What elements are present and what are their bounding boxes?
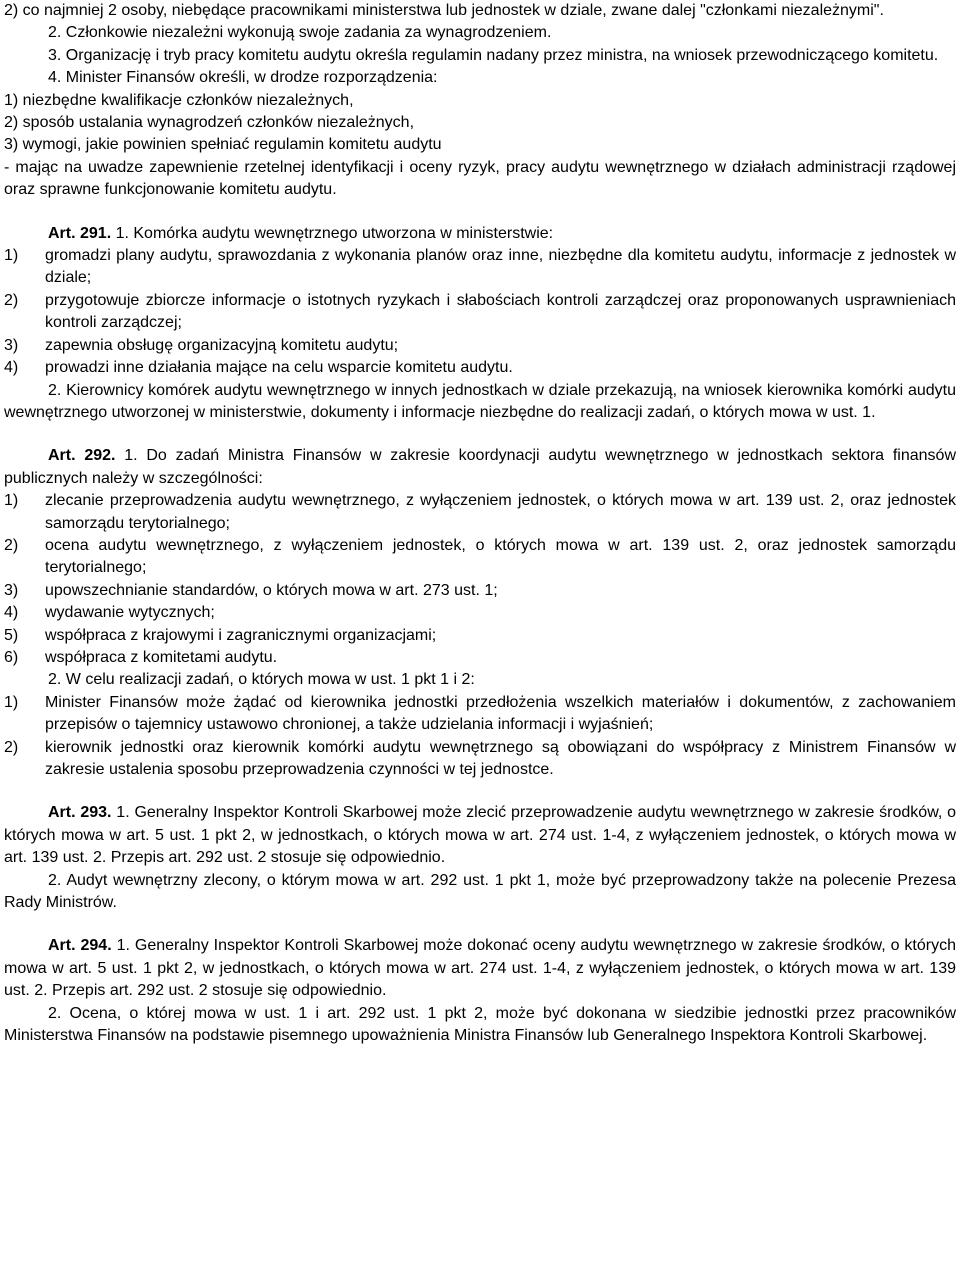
art-292-heading: Art. 292. [48,447,116,465]
spacer [4,914,956,935]
item-number: 5) [4,626,19,644]
art-292-intro-text: 1. Do zadań Ministra Finansów w zakresie koordynacji audytu wewnętrznego w jednostkach sektora finansów publicznych należy w szczególności: [4,447,956,487]
item-number: 6) [4,648,19,666]
item-text: zlecanie przeprowadzenia audytu wewnętrznego, z wyłączeniem jednostek, o których mowa w art. 139 ust. 2, oraz jednostek samorządu terytorialnego; [45,492,956,532]
item-number: 3) [4,336,19,354]
item-number: 4) [4,604,19,622]
list-item [4,580,956,602]
item-number: 2) [4,536,19,554]
item-text: upowszechnianie standardów, o których mowa w art. 273 ust. 1; [45,581,498,599]
art-293-paragraph-2: 2. Audyt wewnętrzny zlecony, o którym mowa w art. 292 ust. 1 pkt 1, może być przeprowadzony także na polecenie Prezesa Rady Ministrów. [4,871,956,912]
item-text: kierownik jednostki oraz kierownik komórki audytu wewnętrznego są obowiązani do współpracy z Ministrem Finansów w zakresie ustalenia sposobu przeprowadzenia czynności w tej jednostce. [45,738,956,778]
list-item [4,647,956,669]
list-item [4,692,956,737]
item-text: Minister Finansów może żądać od kierownika jednostki przedłożenia wszelkich materiałów i dokumentów, z zachowaniem przepisów o tajemnicy ustawowo chronionej, a także udzielania informacji i wyjaśnień; [45,693,956,734]
art-293-text: 1. Generalny Inspektor Kontroli Skarbowej może zlecić przeprowadzenie audytu wewnętrznego w zakresie środków, o których mowa w art. 5 ust. 1 pkt 2, w jednostkach, o których mowa w art. 274 ust. 1-4, z wyłączeniem jednostek, o których mowa w art. 139 ust. 2. Przepis art. 292 ust. 2 stosuje się odpowiednio. [4,804,957,867]
art-293-heading: Art. 293. [48,804,112,822]
list-item [4,245,956,290]
item-text: prowadzi inne działania mające na celu wsparcie komitetu audytu. [45,359,513,377]
art-291-list [4,245,956,379]
item-number: 2) [4,291,19,309]
item-text: ocena audytu wewnętrznego, z wyłączeniem jednostek, o których mowa w art. 139 ust. 2, oraz jednostek samorządu terytorialnego; [45,536,956,577]
item-text: gromadzi plany audytu, sprawozdania z wykonania planów oraz inne, niezbędne dla komitetu audytu, informacje z jednostek w dziale; [45,247,956,287]
art-294-paragraph-1 [4,935,956,1002]
art-292-intro [4,445,956,490]
list-item [4,335,956,357]
art-291-intro-text: 1. Komórka audytu wewnętrznego utworzona w ministerstwie: [111,224,554,242]
spacer [4,202,956,223]
list-item [4,290,956,335]
item-number: 2) [4,738,19,756]
list-item-2: 2) sposób ustalania wynagrodzeń członków niezależnych, [4,114,415,132]
item-text: współpraca z krajowymi i zagranicznymi organizacjami; [45,626,437,644]
list-item [4,625,956,647]
list-item [4,602,956,624]
art-292-list-2 [4,692,956,782]
item-text: współpraca z komitetami audytu. [45,648,278,666]
item-text: przygotowuje zbiorcze informacje o istotnych ryzykach i słabościach kontroli zarządczej oraz proponowanych usprawnieniach kontroli zarządczej; [45,291,956,332]
art-291-heading: Art. 291. [48,224,112,242]
spacer [4,424,956,445]
item-number: 1) [4,492,19,510]
art-293-paragraph-1 [4,802,956,869]
list-item [4,535,956,580]
art-294-text: 1. Generalny Inspektor Kontroli Skarbowej może dokonać oceny audytu wewnętrznego w zakresie środków, o których mowa w art. 5 ust. 1 pkt 2, w jednostkach, o których mowa w art. 274 ust. 1-4, z wyłączeniem jednostek, o których mowa w art. 139 ust. 2. Przepis art. 292 ust. 2 stosuje się odpowiednio. [4,937,957,1000]
item-number: 1) [4,693,19,711]
list-item-1: 1) niezbędne kwalifikacje członków niezależnych, [4,91,354,109]
list-item-3: 3) wymogi, jakie powinien spełniać regulamin komitetu audytu [4,136,442,154]
item-number: 1) [4,247,19,265]
spacer [4,781,956,802]
item-number: 4) [4,359,19,377]
paragraph-3: 3. Organizację i tryb pracy komitetu audytu określa regulamin nadany przez ministra, na wniosek przewodniczącego komitetu. [48,46,939,64]
art-291-intro [4,223,956,245]
art-292-list [4,490,956,669]
item-number: 3) [4,581,19,599]
art-291-paragraph-2: 2. Kierownicy komórek audytu wewnętrznego w innych jednostkach w dziale przekazują, na wniosek kierownika komórki audytu wewnętrznego utworzonej w ministerstwie, dokumenty i informacje niezbędne do realizacji zadań, o których mowa w ust. 1. [4,381,956,421]
paragraph-4: 4. Minister Finansów określi, w drodze rozporządzenia: [48,69,438,87]
art-294-paragraph-2: 2. Ocena, o której mowa w ust. 1 i art. 292 ust. 1 pkt 2, może być dokonana w siedzibie jednostki przez pracowników Ministerstwa Finansów na podstawie pisemnego upoważnienia Ministra Finansów lub Generalnego Inspektora Kontroli Skarbowej. [4,1004,956,1045]
paragraph-2: 2. Członkowie niezależni wykonują swoje zadania za wynagrodzeniem. [48,24,552,42]
art-292-paragraph-2: 2. W celu realizacji zadań, o których mowa w ust. 1 pkt 1 i 2: [48,671,475,689]
list-item [4,490,956,535]
art-294-heading: Art. 294. [48,937,112,955]
closing-clause: - mając na uwadze zapewnienie rzetelnej identyfikacji i oceny ryzyk, pracy audytu wewnętrznego w działach administracji rządowej oraz sprawne funkcjonowanie komitetu audytu. [4,158,956,199]
item-text: wydawanie wytycznych; [45,604,215,622]
list-item [4,737,956,782]
item-text: zapewnia obsługę organizacyjną komitetu audytu; [45,336,399,354]
paragraph-item-2-members: 2) co najmniej 2 osoby, niebędące pracownikami ministerstwa lub jednostek w dziale, zwane dalej "członkami niezależnymi". [4,2,884,19]
list-item [4,357,956,379]
